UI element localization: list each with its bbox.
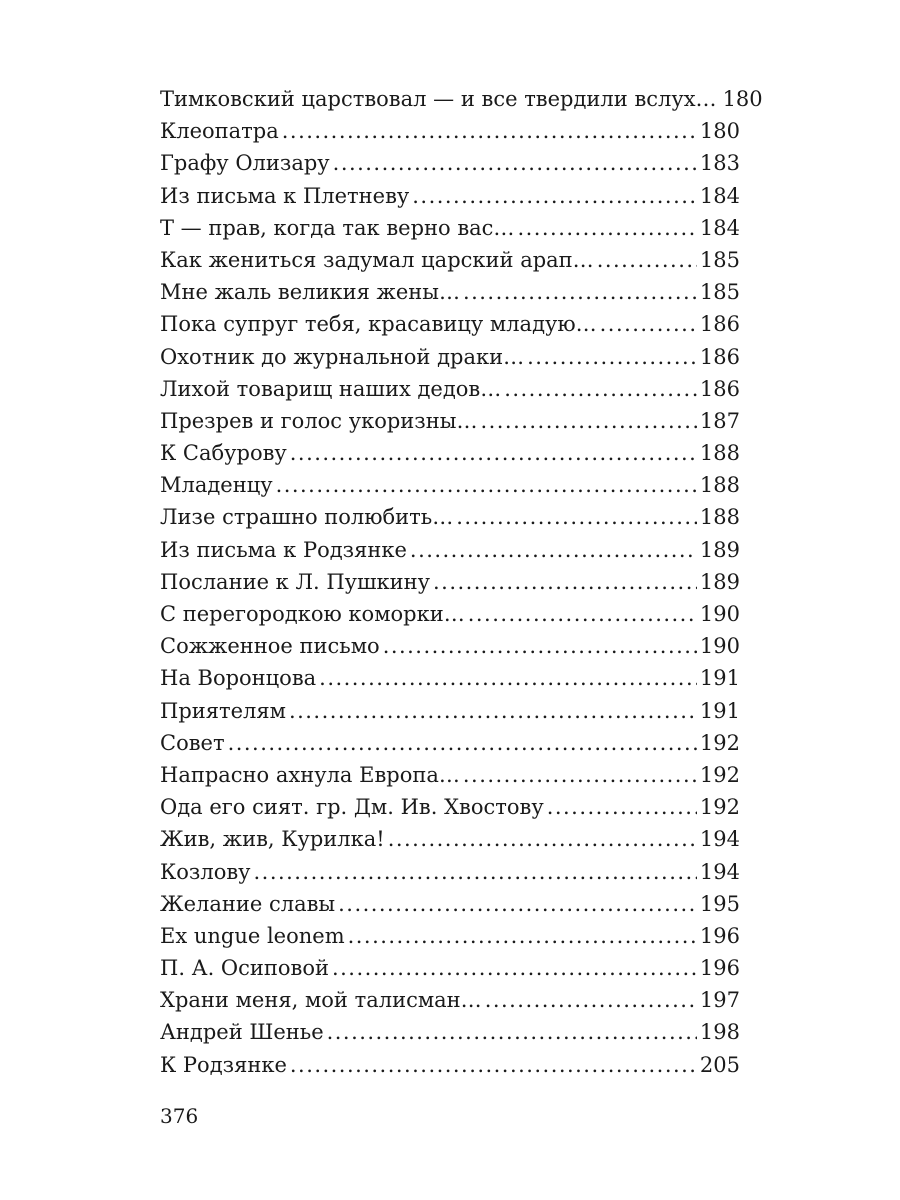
toc-entry-page: 197 (699, 988, 740, 1013)
toc-entry-title: Т — прав, когда так верно вас… (160, 215, 515, 240)
toc-entry-page: 188 (699, 473, 740, 498)
toc-entry-title: Приятелям (160, 698, 286, 723)
dot-leader (290, 437, 697, 469)
dot-leader (433, 566, 697, 598)
dot-leader (383, 630, 697, 662)
toc-entry-page: 186 (699, 376, 740, 401)
dot-leader (480, 405, 696, 437)
toc-entry-title: На Воронцова (160, 666, 317, 691)
dot-leader (463, 276, 697, 308)
toc-entry-title: Из письма к Плетневу (160, 183, 410, 208)
toc-entry (160, 373, 740, 405)
toc-entry-title: Из письма к Родзянке (160, 537, 407, 562)
toc-entry-title: К Сабурову (160, 441, 287, 466)
toc-entry (160, 276, 740, 308)
table-of-contents (160, 83, 763, 1081)
toc-entry (160, 1049, 740, 1081)
dot-leader (463, 759, 697, 791)
toc-entry-title: Сожженное письмо (160, 634, 380, 659)
dot-leader (276, 469, 697, 501)
dot-leader (517, 212, 696, 244)
dot-leader (597, 244, 697, 276)
toc-entry-title: К Родзянке (160, 1052, 287, 1077)
dot-leader (290, 1049, 697, 1081)
toc-entry-page: 186 (699, 344, 740, 369)
toc-entry-page: 188 (699, 441, 740, 466)
toc-entry-title: Послание к Л. Пушкину (160, 569, 431, 594)
dot-leader (600, 308, 697, 340)
toc-entry-page: 185 (699, 247, 740, 272)
toc-entry-page: 205 (699, 1052, 740, 1077)
toc-entry-page: 180 (722, 87, 763, 111)
dot-leader (338, 888, 697, 920)
toc-entry-title: Клеопатра (160, 119, 279, 144)
dot-leader (410, 534, 697, 566)
toc-entry-title: Козлову (160, 859, 251, 884)
toc-entry-title: Тимковский царствовал — и все твердили вслух… (160, 87, 717, 111)
toc-entry (160, 727, 740, 759)
dot-leader (468, 598, 697, 630)
toc-entry-page: 180 (699, 119, 740, 144)
toc-entry-title: Лизе страшно полюбить… (160, 505, 454, 530)
toc-entry (160, 83, 763, 115)
dot-leader (388, 823, 697, 855)
toc-entry (160, 501, 740, 533)
toc-entry (160, 115, 740, 147)
dot-leader (333, 147, 697, 179)
toc-entry (160, 1016, 740, 1048)
dot-leader (319, 662, 697, 694)
toc-entry-page: 191 (699, 698, 740, 723)
toc-entry-title: Желание славы (160, 891, 336, 916)
toc-entry-page: 189 (699, 537, 740, 562)
toc-entry-title: П. А. Осиповой (160, 956, 329, 981)
dot-leader (332, 952, 697, 984)
toc-entry (160, 952, 740, 984)
dot-leader (289, 695, 697, 727)
toc-entry-title: Младенцу (160, 473, 273, 498)
toc-entry (160, 147, 740, 179)
toc-entry-page: 189 (699, 569, 740, 594)
dot-leader (456, 501, 697, 533)
toc-entry-title: Охотник до журнальной драки… (160, 344, 525, 369)
toc-entry-page: 185 (699, 280, 740, 305)
toc-entry (160, 791, 740, 823)
toc-entry (160, 823, 740, 855)
toc-entry-page: 192 (699, 730, 740, 755)
toc-entry-page: 187 (699, 408, 740, 433)
toc-entry-page: 190 (699, 634, 740, 659)
toc-entry-title: Напрасно ахнула Европа… (160, 762, 460, 787)
dot-leader (412, 180, 697, 212)
toc-entry (160, 920, 740, 952)
toc-entry-page: 190 (699, 602, 740, 626)
toc-entry-page: 194 (699, 827, 740, 852)
toc-entry-title: Ода его сият. гр. Дм. Ив. Хвостову (160, 795, 544, 820)
dot-leader (547, 791, 697, 823)
dot-leader (254, 856, 697, 888)
toc-entry (160, 405, 740, 437)
toc-entry-page: 183 (699, 151, 740, 176)
dot-leader (485, 984, 697, 1016)
toc-entry (160, 437, 740, 469)
toc-entry-title: Мне жаль великия жены… (160, 280, 460, 305)
dot-leader (327, 1016, 697, 1048)
toc-entry-page: 188 (699, 505, 740, 530)
toc-entry-title: Пока супруг тебя, красавицу младую… (160, 312, 597, 337)
toc-entry-title: С перегородкою коморки… (160, 602, 465, 626)
toc-entry-page: 184 (699, 183, 740, 208)
toc-entry (160, 984, 740, 1016)
toc-entry (160, 662, 740, 694)
toc-entry-title: Презрев и голос укоризны… (160, 408, 478, 433)
dot-leader (527, 341, 697, 373)
toc-entry-title: Графу Олизару (160, 151, 330, 176)
toc-entry (160, 469, 740, 501)
toc-entry (160, 180, 740, 212)
toc-entry-page: 195 (699, 891, 740, 916)
toc-entry-page: 192 (699, 762, 740, 787)
toc-entry-title: Ex ungue leonem (160, 923, 345, 948)
toc-entry-page: 186 (699, 312, 740, 337)
toc-entry-page: 192 (699, 795, 740, 820)
toc-entry (160, 244, 740, 276)
dot-leader (504, 373, 697, 405)
toc-entry-title: Лихой товарищ наших дедов… (160, 376, 502, 401)
toc-entry-page: 194 (699, 859, 740, 884)
toc-entry (160, 534, 740, 566)
toc-entry-title: Храни меня, мой талисман… (160, 988, 482, 1013)
toc-entry-page: 184 (699, 215, 740, 240)
toc-entry-page: 196 (699, 956, 740, 981)
toc-entry (160, 212, 740, 244)
toc-entry (160, 759, 740, 791)
toc-entry-page: 198 (699, 1020, 740, 1045)
toc-entry (160, 856, 740, 888)
toc-entry-title: Как жениться задумал царский арап… (160, 247, 594, 272)
toc-entry (160, 630, 740, 662)
toc-entry-page: 196 (699, 923, 740, 948)
toc-entry (160, 888, 740, 920)
toc-entry-title: Совет (160, 730, 225, 755)
toc-entry-title: Жив, жив, Курилка! (160, 827, 385, 852)
toc-entry-page: 191 (699, 666, 740, 691)
page-number: 376 (160, 1104, 199, 1128)
toc-entry (160, 695, 740, 727)
toc-entry (160, 308, 740, 340)
toc-entry (160, 566, 740, 598)
toc-entry (160, 598, 740, 630)
dot-leader (282, 115, 697, 147)
dot-leader (228, 727, 697, 759)
toc-entry-title: Андрей Шенье (160, 1020, 324, 1045)
toc-entry (160, 341, 740, 373)
dot-leader (348, 920, 697, 952)
